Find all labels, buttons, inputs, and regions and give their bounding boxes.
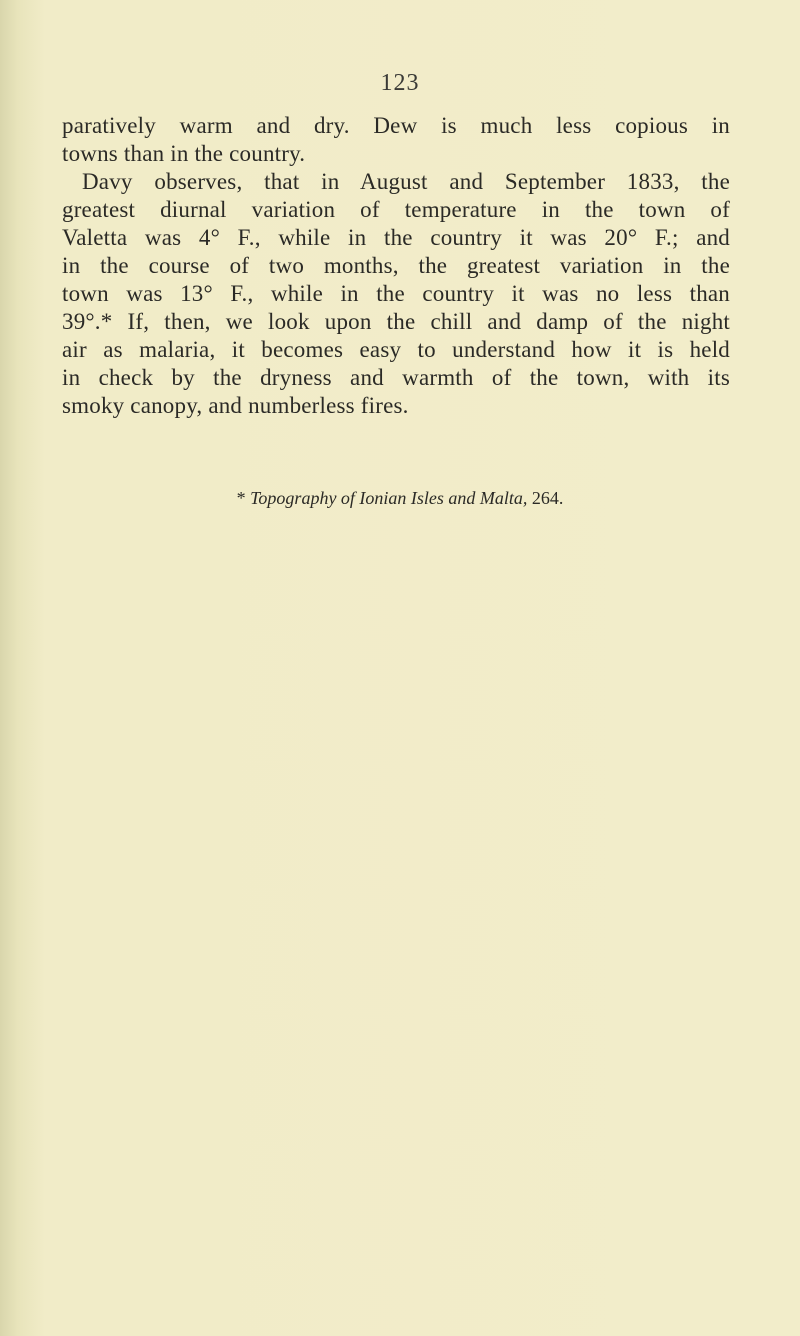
footnote (0, 487, 800, 509)
text-line: paratively warm and dry. Dew is much less copious in (62, 113, 730, 138)
text-line: in the course of two months, the greatest variation in the (62, 253, 730, 278)
text-line: air as malaria, it becomes easy to understand how it is held (62, 337, 730, 362)
text-line: in check by the dryness and warmth of the town, with its (62, 365, 730, 390)
page-number: 123 (380, 70, 420, 96)
text-line: Davy observes, that in August and September 1833, the (82, 169, 730, 194)
footnote-title: Topography of Ionian Isles and Malta, (250, 488, 528, 508)
text-line: towns than in the country. (62, 141, 306, 166)
footnote-page-ref: 264. (531, 488, 564, 508)
text-line: 39°.* If, then, we look upon the chill and damp of the night (62, 309, 730, 334)
text-line: greatest diurnal variation of temperature in the town of (62, 197, 730, 222)
body-text (62, 112, 730, 420)
text-line: Valetta was 4° F., while in the country it was 20° F.; and (62, 225, 730, 250)
text-line: smoky canopy, and numberless fires. (62, 393, 409, 418)
footnote-marker: * (236, 488, 246, 508)
text-line: town was 13° F., while in the country it was no less than (62, 281, 730, 306)
